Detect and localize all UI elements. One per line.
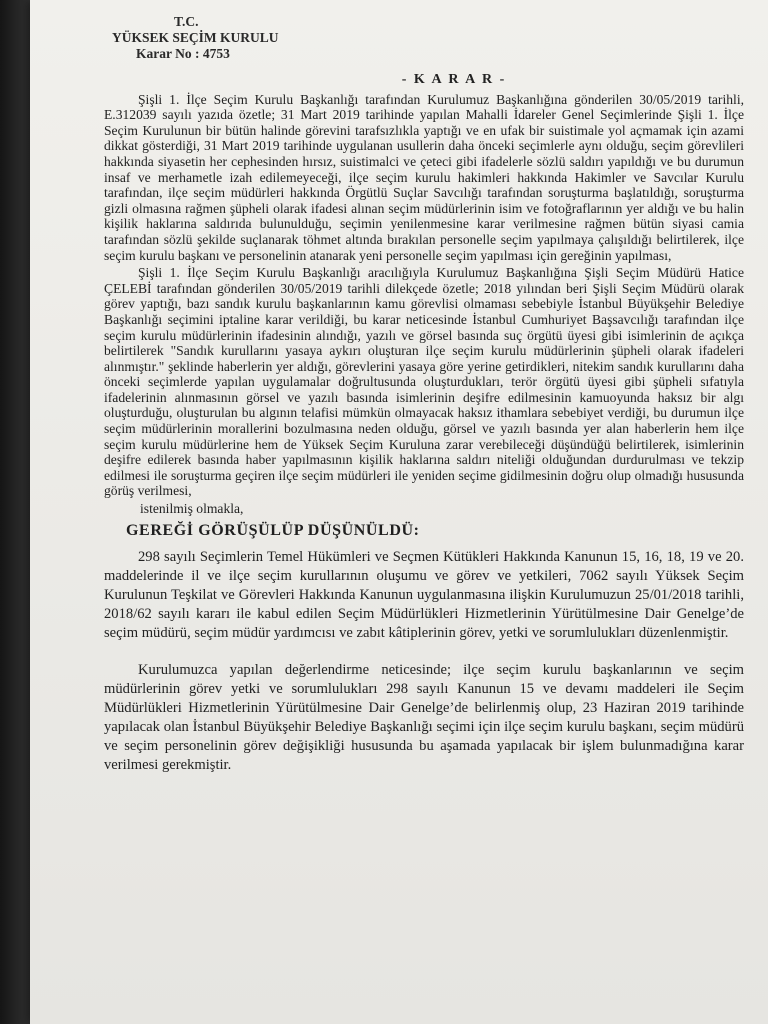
document-header [112, 14, 312, 62]
paragraph-request-1: Şişli 1. İlçe Seçim Kurulu Başkanlığı tarafından Kurulumuz Başkanlığına gönderilen 30/05/2019 tarihli, E.312039 sayılı yazıda özetle; 31 Mart 2019 tarihinde yapılan Mahalli İdareler Genel Seçimlerinde Şişli 1. İlçe Seçim Kurulunun bir bütün halinde görevini tarafsızlıkla yaptığı ve en ufak bir suistimale yol açmamak için azami dikkat gösterdiği, 31 Mart 2019 tarihinde uygulanan usullerin daha önceki seçimlerle aynı olduğu, seçim görevlileri hakkında siyasetin her cephesinden hırsız, suistimalci ve çeteci gibi ifadelerle sözlü saldırı yapıldığı ve bu durumun insaf ve merhametle izah edilemeyeceği, ilçe seçim kurulu hakimleri hakkında Hakimler ve Savcılar Kurulu tarafından, ilçe seçim müdürleri hakkında Örgütlü Suçlar Savcılığı tarafından soruşturma başlatıldığı, soruşturma gizli olmasına rağmen şüpheli olarak ifadesi alınan seçim müdürlerinin isim ve fotoğraflarının yer aldığı ve bu halin kişilik haklarına saldırıda bulunulduğu, seçimin yenilenmesine karar verilmesine rağmen bütün siyasi camia tarafından sözlü şekilde suçlanarak töhmet altında bırakılan personelle seçim yapılmaya çalışıldığı belirtilerek, ilçe seçim kurulu başkanı ve personelinin atanarak yeni personelle seçim yapılması için gereğinin yapılması, [104, 91, 744, 263]
document-page [30, 0, 768, 1024]
header-decision-number: Karar No : 4753 [136, 46, 230, 61]
paragraph-legal-basis: 298 sayılı Seçimlerin Temel Hükümleri ve Seçmen Kütükleri Hakkında Kanunun 15, 16, 18, 19 ve 20. maddelerinde il ve ilçe seçim kurullarının oluşumu ve görev ve yetkileri, 7062 sayılı Yüksek Seçim Kurulunun Teşkilat ve Görevleri Hakkında Kanunun uygulanmasına ilişkin Kurulumuzun 25/01/2018 tarihli, 2018/62 sayılı kararı ile kabul edilen Seçim Müdürlükleri Hizmetlerinin Yürütülmesine Dair Genelge’de seçim müdürü, seçim müdür yardımcısı ve zabıt kâtiplerinin görev, yetki ve sorumlulukları düzenlenmiştir. [104, 549, 744, 642]
section-heading-gerek: GEREĞİ GÖRÜŞÜLÜP DÜŞÜNÜLDÜ: [126, 521, 420, 539]
paragraph-istenilmis: istenilmiş olmakla, [140, 501, 244, 517]
paragraph-decision: Kurulumuzca yapılan değerlendirme neticesinde; ilçe seçim kurulu başkanlarının ve seçim müdürlerinin görev yetki ve sorumlulukları 298 sayılı Kanunun 15 ve devamı maddeleri ile Seçim Müdürlükleri Hizmetlerinin Yürütülmesine Dair Genelge’de belirlenmiş olup, 23 Haziran 2019 tarihinde yapılacak olan İstanbul Büyükşehir Belediye Başkanlığı seçimi için ilçe seçim kurulu başkanı, seçim müdürü ve seçim personelinin görev değişikliği hususunda bu aşamada yapılacak bir işlem bulunmadığına karar verilmesi gerekmiştir. [104, 662, 744, 774]
header-institution: YÜKSEK SEÇİM KURULU [112, 30, 279, 45]
paragraph-request-2: Şişli 1. İlçe Seçim Kurulu Başkanlığı aracılığıyla Kurulumuz Başkanlığına Şişli Seçim Müdürü Hatice ÇELEBİ tarafından gönderilen 30/05/2019 tarihli dilekçede özetle; 2018 yılından beri Şişli Seçim Müdürü olarak görev yaptığı, bazı sandık kurulu başkanlarının kamu görevlisi olmaması sebebiyle İstanbul Büyükşehir Belediye Başkanlığı seçimini iptaline karar verildiği, bu karar neticesinde İstanbul Cumhuriyet Başsavcılığı tarafından ilçe seçim kurulu müdürlerinin ifadesinin alındığı, yazılı ve görsel basında suç örgütü üyesi gibi isimlerinin de açıkça belirtilerek "Sandık kurullarını yasaya aykırı oluşturan ilçe seçim kurulu müdürlerinin şüpheli olarak ifadeleri alınmıştır." şeklinde haberlerin yer aldığı, görevlerini yasaya göre yerine getirdikleri, nitekim sandık kurullarını daha önceki seçimlerde yapılan uygulamalar doğrultusunda oluşturdukları, terör örgütü üyesi gibi şüpheli sıfatıyla ifadelerinin alınmasının görsel ve yazılı basında isimlerinin deşifre edilmesinin kamuoyunda haksız bir algı oluşturduğu, oluşturulan bu algının telafisi mümkün olmayacak haksız ithamlara sebebiyet verdiği, bu durumun ilçe seçim müdürlerinin morallerini bozulmasına neden olduğu, görsel ve yazılı basında yer alan haberlerin hem ilçe seçim kurulu müdürlerine hem de Yüksek Seçim Kuruluna zarar verebileceği düşündüğü belirtilerek, isimlerinin deşifre edilerek basında haber yapılmasının kişilik haklarına saldırı niteliği olduğundan durdurulması ve tekzip edilmesi ile soruşturma geçiren ilçe seçim müdürleri ile yeniden seçime gidilmesinin doğru olup olmadığı hususunda görüş verilmesi, [104, 265, 744, 499]
document-body [104, 72, 744, 775]
decision-title: - K A R A R - [401, 72, 507, 87]
header-tc: T.C. [174, 14, 199, 29]
